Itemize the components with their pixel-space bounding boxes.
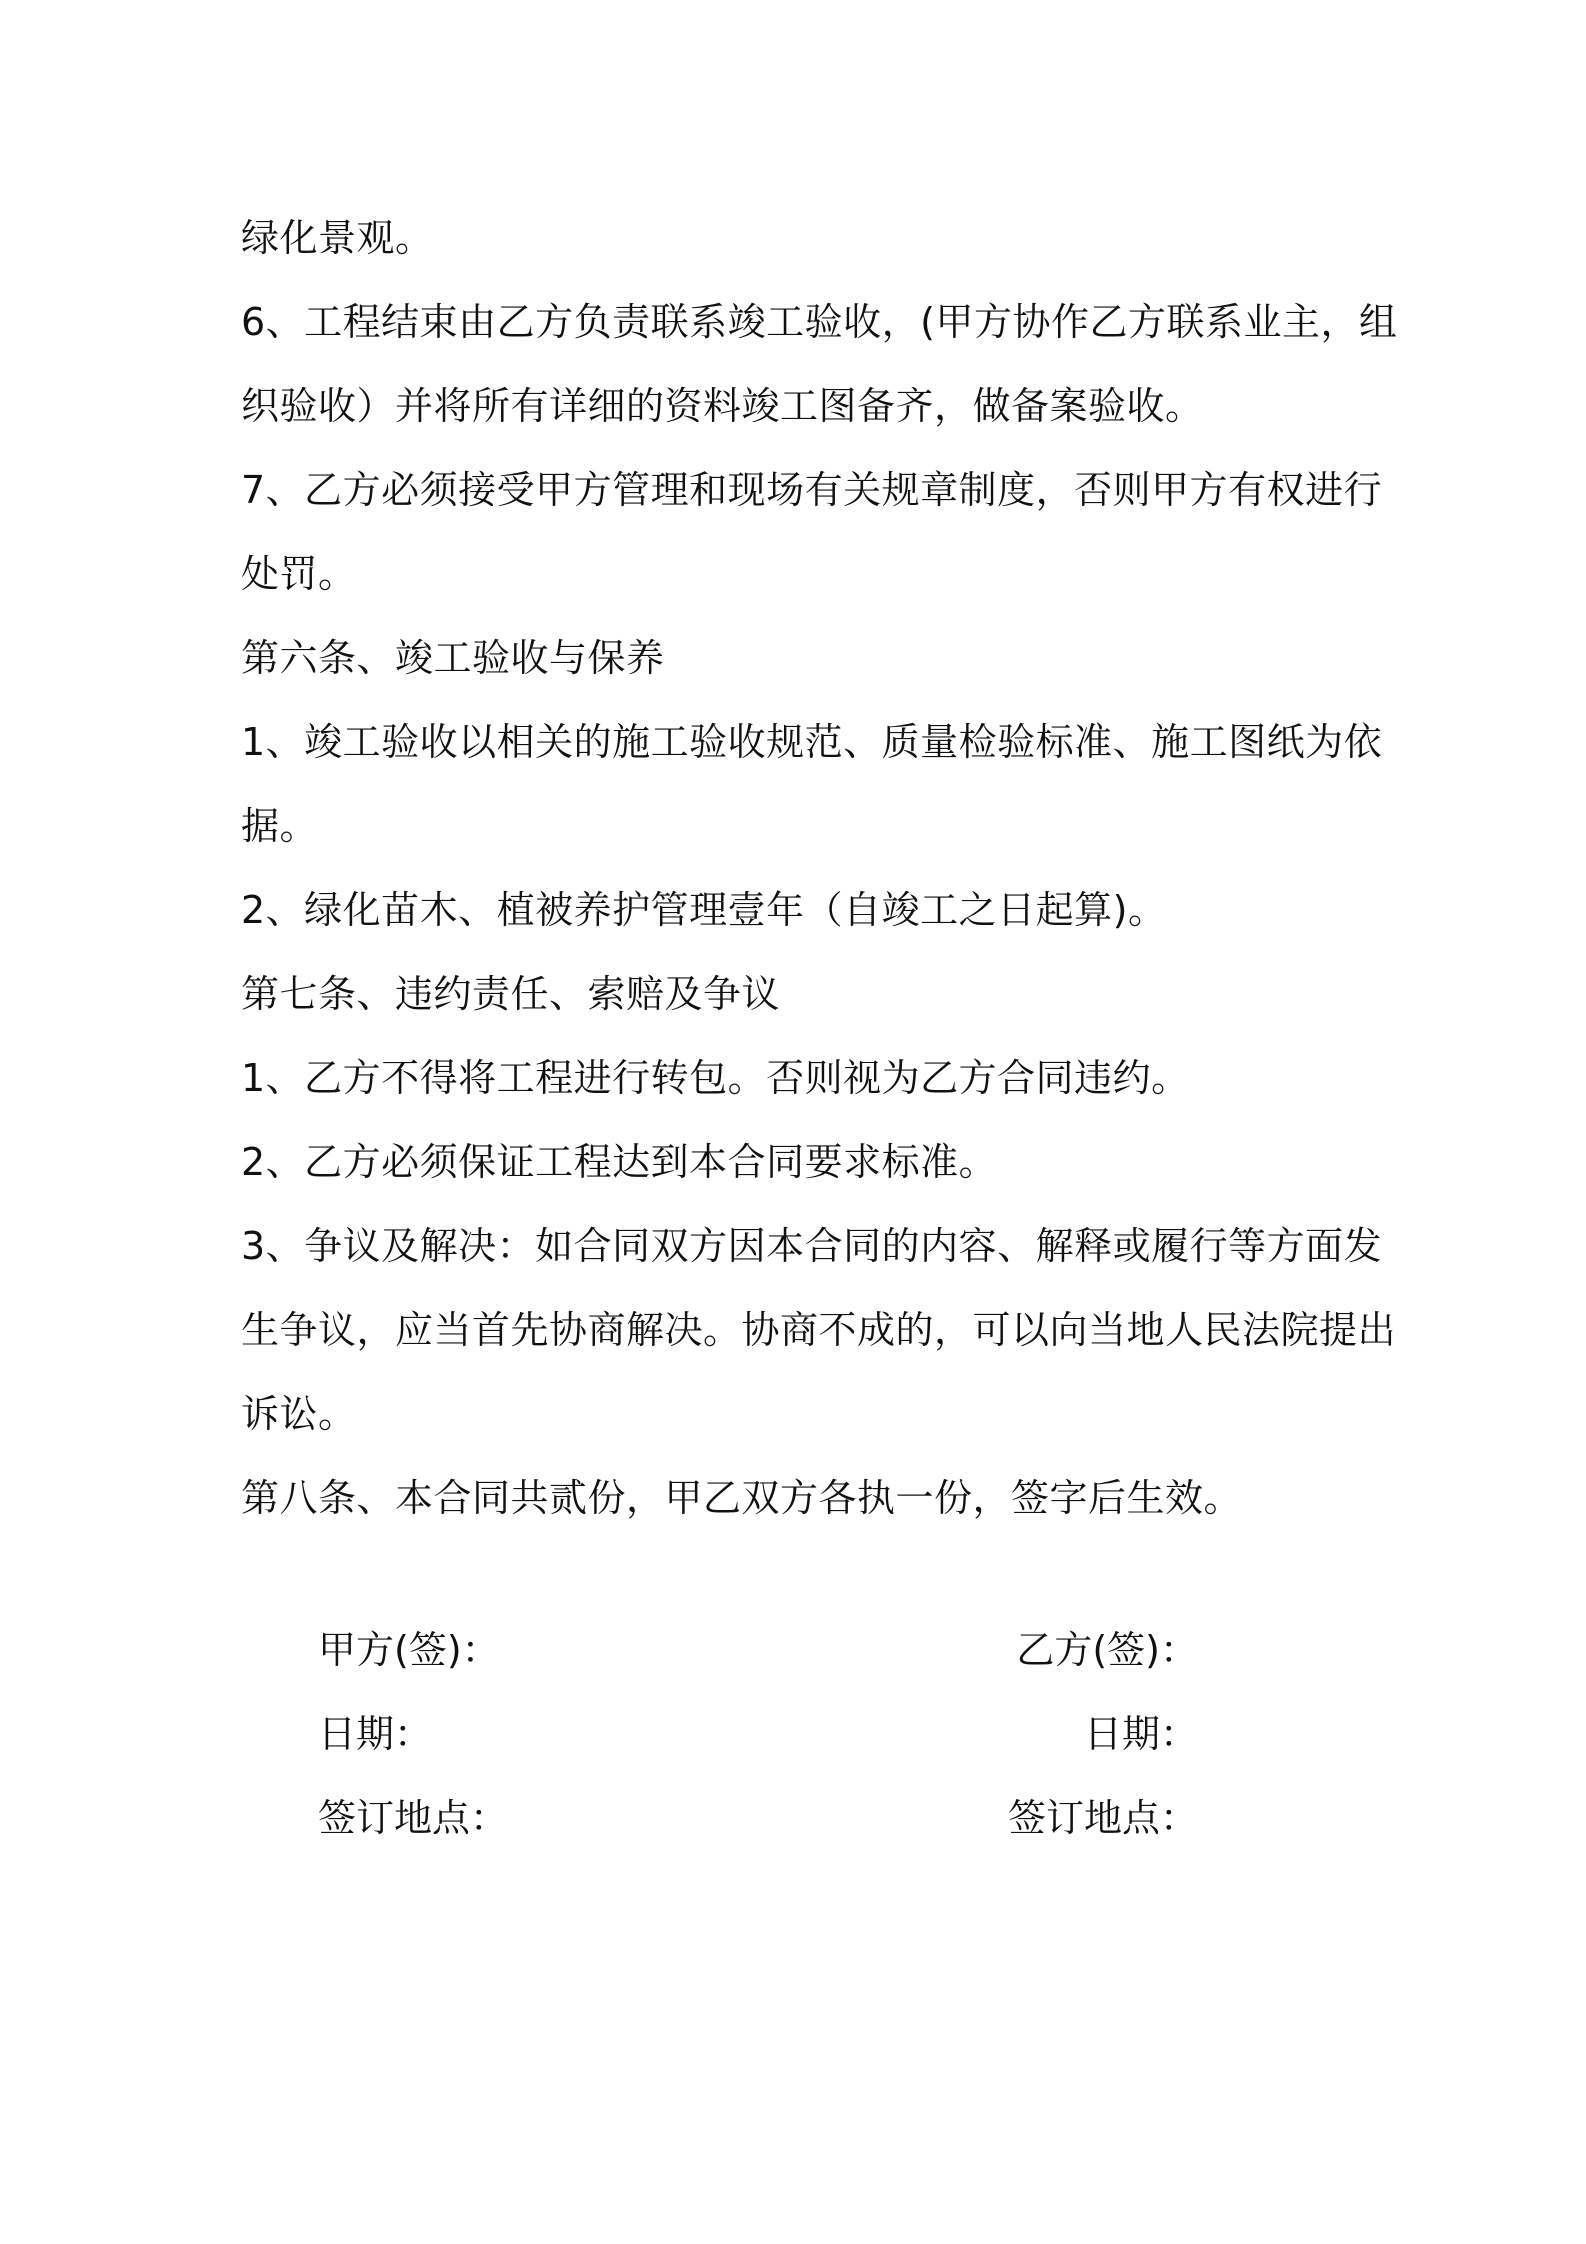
signature-row <box>0 1608 1586 1692</box>
paragraph-line: 生争议，应当首先协商解决。协商不成的，可以向当地人民法院提出 <box>241 1308 1397 1352</box>
party-b-place-label: 签订地点： <box>1007 1796 1198 1840</box>
paragraph-line: 绿化景观。 <box>241 216 434 260</box>
party-b-signature-label: 乙方(签)： <box>1016 1628 1198 1672</box>
paragraph-line: 处罚。 <box>241 552 357 596</box>
paragraph-line: 6、工程结束由乙方负责联系竣工验收，(甲方协作乙方联系业主，组 <box>241 300 1398 344</box>
paragraph-line: 2、乙方必须保证工程达到本合同要求标准。 <box>241 1140 998 1184</box>
paragraph-line: 1、竣工验收以相关的施工验收规范、质量检验标准、施工图纸为依 <box>241 720 1383 764</box>
contract-body <box>241 196 1398 1540</box>
paragraph-line: 诉讼。 <box>241 1392 357 1436</box>
paragraph-line: 据。 <box>241 804 319 848</box>
party-b-date-label: 日期： <box>1083 1712 1198 1756</box>
section-heading: 第八条、本合同共贰份，甲乙双方各执一份，签字后生效。 <box>241 1476 1243 1520</box>
date-row <box>0 1692 1586 1776</box>
paragraph-line: 1、乙方不得将工程进行转包。否则视为乙方合同违约。 <box>241 1056 1190 1100</box>
paragraph-line: 3、争议及解决：如合同双方因本合同的内容、解释或履行等方面发 <box>241 1224 1383 1268</box>
paragraph-line: 7、乙方必须接受甲方管理和现场有关规章制度，否则甲方有权进行 <box>241 468 1383 512</box>
party-a-date-label: 日期： <box>318 1712 433 1756</box>
party-a-signature-label: 甲方(签)： <box>318 1628 500 1672</box>
paragraph-line: 2、绿化苗木、植被养护管理壹年（自竣工之日起算)。 <box>241 888 1167 932</box>
place-row <box>0 1776 1586 1860</box>
section-heading: 第七条、违约责任、索赔及争议 <box>241 972 781 1016</box>
signature-block <box>0 1608 1586 1860</box>
paragraph-line: 织验收）并将所有详细的资料竣工图备齐，做备案验收。 <box>241 384 1204 428</box>
party-a-place-label: 签订地点： <box>318 1796 509 1840</box>
section-heading: 第六条、竣工验收与保养 <box>241 636 665 680</box>
